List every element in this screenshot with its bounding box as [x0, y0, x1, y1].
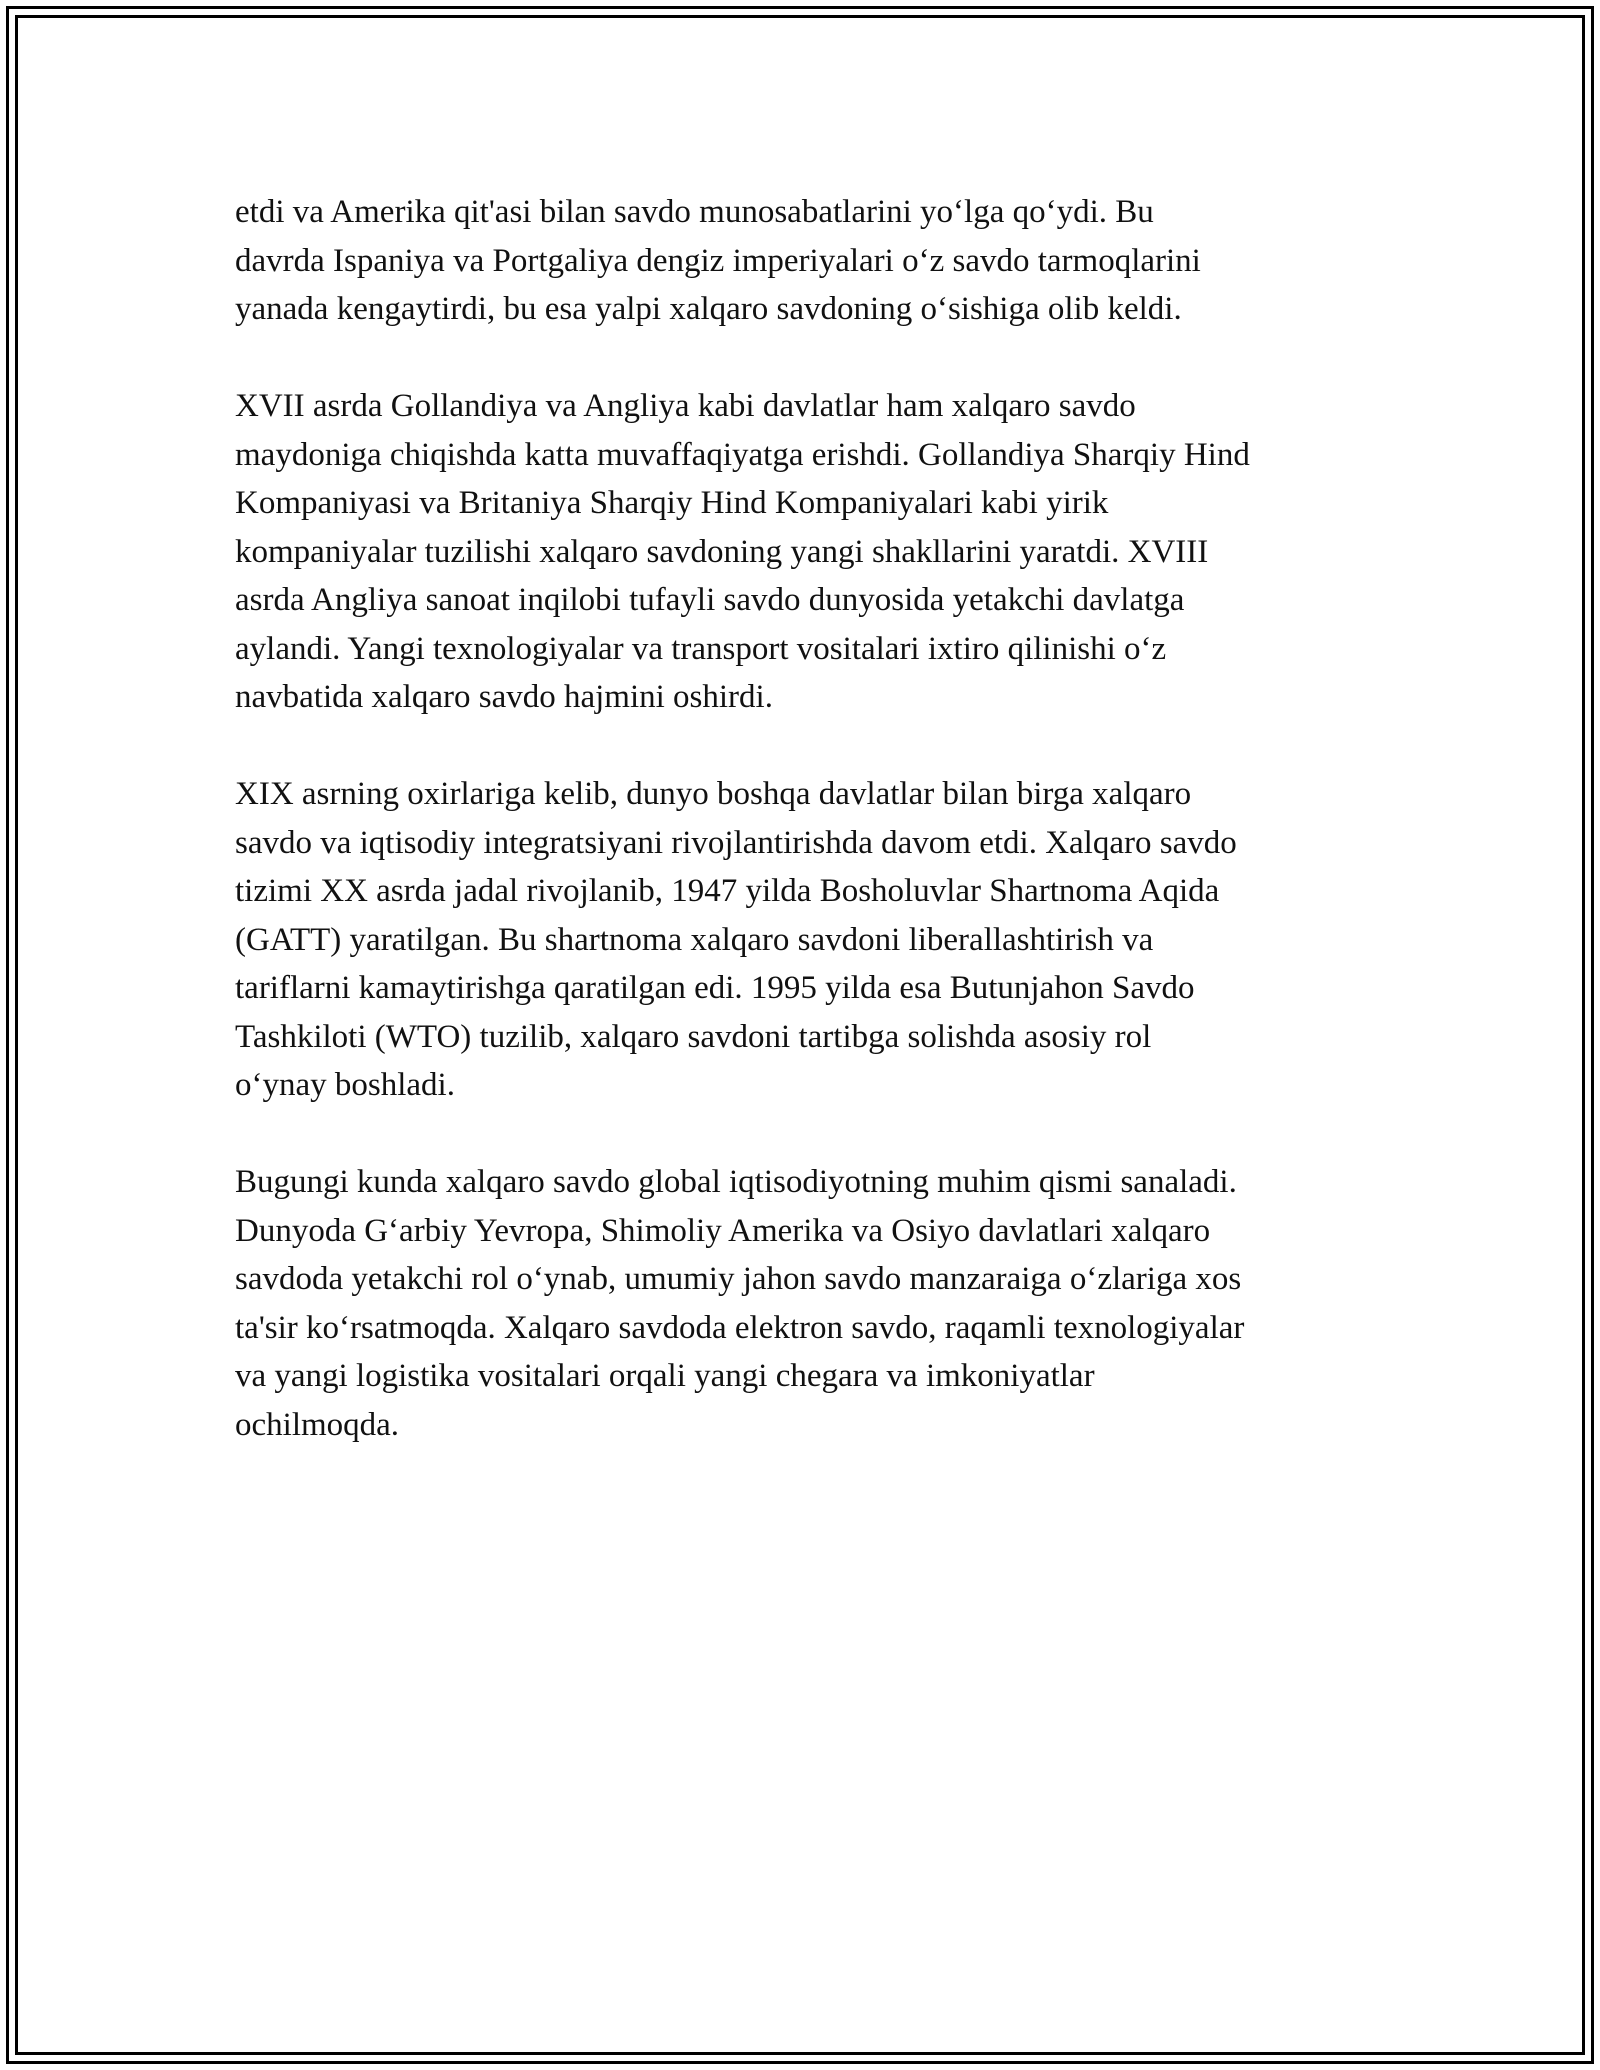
text-line: asrda Angliya sanoat inqilobi tufayli savdo dunyosida yetakchi davlatga	[235, 582, 1185, 618]
text-line: kompaniyalar tuzilishi xalqaro savdoning yangi shakllarini yaratdi. XVIII	[235, 533, 1209, 570]
text-line: davrda Ispaniya va Portgaliya dengiz imperiyalari o‘z savdo tarmoqlarini	[235, 242, 1201, 279]
paragraph-1	[235, 188, 1370, 334]
paragraph-4	[235, 1158, 1370, 1449]
text-line: Bugungi kunda xalqaro savdo global iqtisodiyotning muhim qismi sanaladi.	[235, 1164, 1237, 1200]
document-body	[235, 188, 1370, 1498]
paragraph-2	[235, 382, 1370, 722]
text-line: ochilmoqda.	[235, 1406, 400, 1443]
text-line: savdo va iqtisodiy integratsiyani rivojlantirishda davom etdi. Xalqaro savdo	[235, 824, 1237, 861]
text-line: Kompaniyasi va Britaniya Sharqiy Hind Kompaniyalari kabi yirik	[235, 485, 1109, 521]
text-line: va yangi logistika vositalari orqali yangi chegara va imkoniyatlar	[235, 1358, 1095, 1394]
text-line: tizimi XX asrda jadal rivojlanib, 1947 yilda Bosholuvlar Shartnoma Aqida	[235, 873, 1220, 909]
text-line: yanada kengaytirdi, bu esa yalpi xalqaro savdoning o‘sishiga olib keldi.	[235, 291, 1182, 327]
text-line: aylandi. Yangi texnologiyalar va transport vositalari ixtiro qilinishi o‘z	[235, 630, 1167, 667]
text-line: o‘ynay boshladi.	[235, 1067, 455, 1103]
text-line: savdoda yetakchi rol o‘ynab, umumiy jahon savdo manzaraiga o‘zlariga xos	[235, 1261, 1242, 1297]
text-line: ta'sir ko‘rsatmoqda. Xalqaro savdoda elektron savdo, raqamli texnologiyalar	[235, 1309, 1245, 1346]
text-line: maydoniga chiqishda katta muvaffaqiyatga erishdi. Gollandiya Sharqiy Hind	[235, 436, 1250, 473]
text-line: Dunyoda G‘arbiy Yevropa, Shimoliy Amerika va Osiyo davlatlari xalqaro	[235, 1212, 1211, 1249]
text-line: navbatida xalqaro savdo hajmini oshirdi.	[235, 679, 773, 715]
paragraph-3	[235, 770, 1370, 1110]
text-line: etdi va Amerika qit'asi bilan savdo munosabatlarini yo‘lga qo‘ydi. Bu	[235, 194, 1154, 230]
text-line: XVII asrda Gollandiya va Angliya kabi davlatlar ham xalqaro savdo	[235, 388, 1136, 424]
text-line: Tashkiloti (WTO) tuzilib, xalqaro savdoni tartibga solishda asosiy rol	[235, 1018, 1152, 1055]
text-line: tariflarni kamaytirishga qaratilgan edi. 1995 yilda esa Butunjahon Savdo	[235, 970, 1195, 1006]
text-line: XIX asrning oxirlariga kelib, dunyo boshqa davlatlar bilan birga xalqaro	[235, 776, 1192, 812]
text-line: (GATT) yaratilgan. Bu shartnoma xalqaro savdoni liberallashtirish va	[235, 921, 1154, 958]
